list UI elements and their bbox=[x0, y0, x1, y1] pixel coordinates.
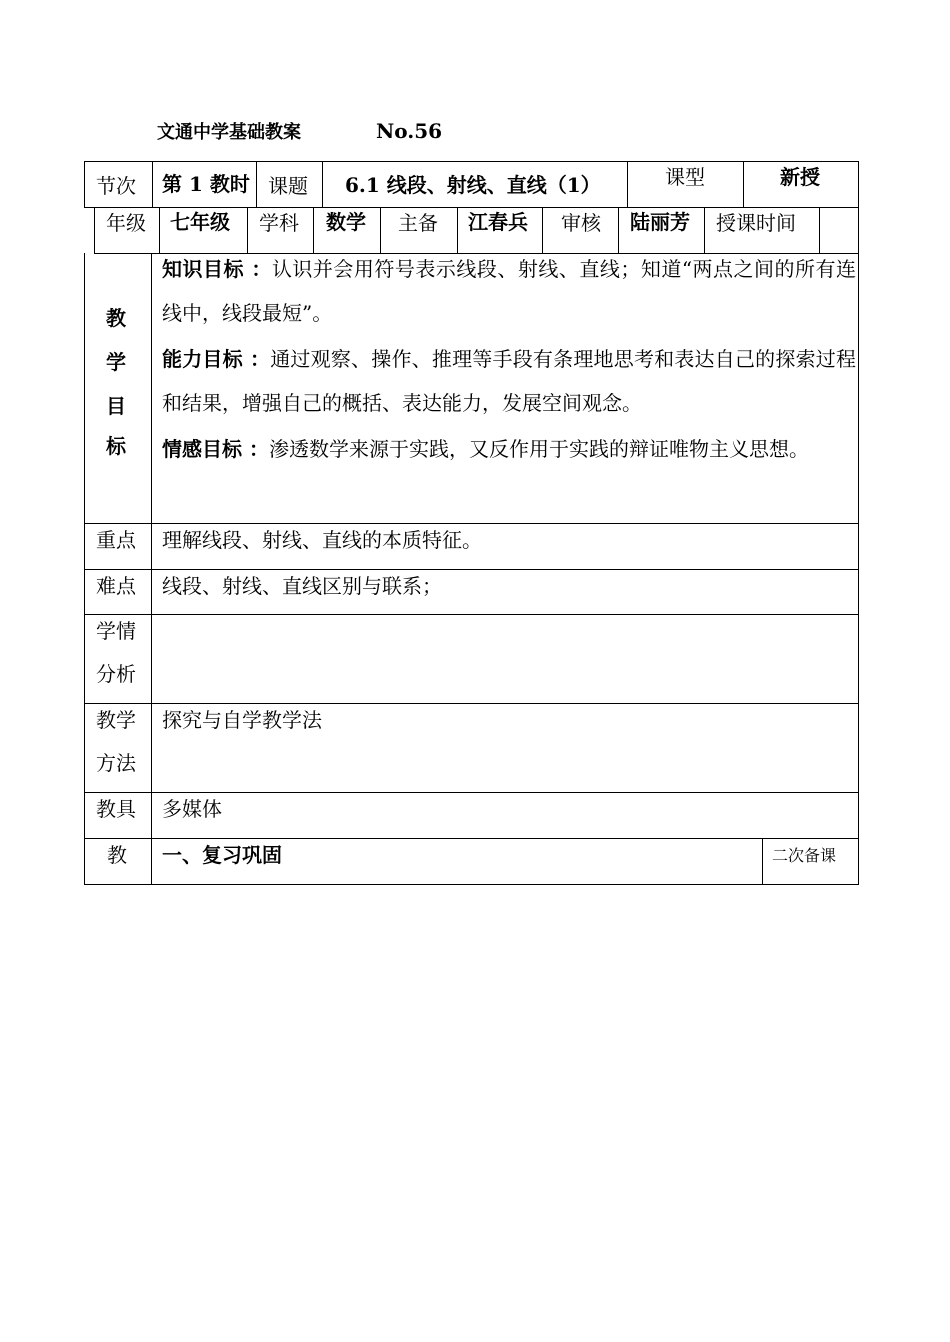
ability-goal-label: 能力目标 ： bbox=[162, 347, 271, 371]
tools-label: 教具 bbox=[96, 797, 136, 821]
goals-label-char-2: 学 bbox=[106, 350, 126, 374]
shenhe-label: 审核 bbox=[561, 211, 601, 235]
knowledge-goal-text: 认识并会用符号表示线段、射线、直线；知道“两点之间的所有连线中，线段最短”。 bbox=[162, 257, 856, 325]
difficulty-label: 难点 bbox=[96, 574, 136, 598]
ability-goal-text: 通过观察、操作、推理等手段有条理地思考和表达自己的探索过程和结果，增强自己的概括、表达能力，发展空间观念。 bbox=[162, 347, 857, 415]
goals-label-char-1: 教 bbox=[106, 306, 126, 330]
nianji-value: 七年级 bbox=[170, 210, 230, 234]
process-section-title: 一、复习巩固 bbox=[162, 843, 282, 867]
zhubei-value: 江春兵 bbox=[468, 210, 528, 234]
knowledge-goal-label: 知识目标 ： bbox=[162, 257, 272, 281]
xueke-label: 学科 bbox=[259, 211, 299, 235]
emotion-goal-text: 渗透数学来源于实践，又反作用于实践的辩证唯物主义思想。 bbox=[268, 437, 809, 461]
xueke-value: 数学 bbox=[326, 210, 366, 234]
analysis-label-line1: 学情 bbox=[96, 619, 136, 643]
method-label-line1: 教学 bbox=[96, 708, 136, 732]
shijian-label: 授课时间 bbox=[716, 211, 796, 235]
emotion-goal-label: 情感目标 ： bbox=[162, 437, 269, 461]
ability-goal bbox=[162, 337, 856, 425]
keti-value: 6.1 线段、射线、直线（1） bbox=[345, 173, 601, 197]
difficulty-text: 线段、射线、直线区别与联系； bbox=[162, 574, 442, 598]
jieci-label: 节次 bbox=[96, 174, 136, 198]
jieci-value: 第 1 教时 bbox=[162, 172, 250, 196]
analysis-label-line2: 分析 bbox=[96, 662, 136, 686]
zhubei-label: 主备 bbox=[398, 211, 438, 235]
key-point-text: 理解线段、射线、直线的本质特征。 bbox=[162, 528, 482, 552]
kexing-value: 新授 bbox=[780, 165, 820, 189]
goals-label-char-4: 标 bbox=[106, 434, 126, 458]
shenhe-value: 陆丽芳 bbox=[630, 210, 690, 234]
kexing-label: 课型 bbox=[665, 165, 705, 189]
document-number: No.56 bbox=[376, 119, 443, 143]
keti-label: 课题 bbox=[268, 174, 308, 198]
key-point-label: 重点 bbox=[96, 528, 136, 552]
method-text: 探究与自学教学法 bbox=[162, 708, 322, 732]
document-title: 文通中学基础教案 bbox=[157, 122, 301, 143]
goals-label-char-3: 目 bbox=[106, 394, 126, 418]
tools-text: 多媒体 bbox=[162, 797, 222, 821]
method-label-line2: 方法 bbox=[96, 751, 136, 775]
process-label: 教 bbox=[107, 843, 127, 867]
emotion-goal bbox=[162, 427, 852, 471]
second-prep-label: 二次备课 bbox=[772, 846, 837, 865]
knowledge-goal bbox=[162, 247, 856, 335]
nianji-label: 年级 bbox=[106, 211, 146, 235]
